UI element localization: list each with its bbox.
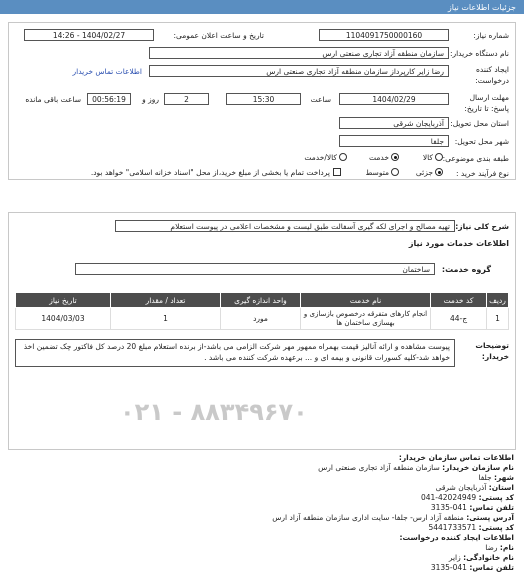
process-option-minor[interactable]: جزئی bbox=[416, 168, 445, 177]
creator-field: رضا زایر کارپرداز سازمان منطقه آزاد تجاری صنعتی ارس bbox=[149, 65, 449, 77]
need-number-row bbox=[15, 29, 509, 42]
cell-code: ج-44 bbox=[431, 308, 487, 330]
radio-selected-icon bbox=[391, 153, 399, 161]
summary-field: تهیه مصالح و اجرای لکه گیری آسفالت طبق لیست و مشخصات اعلامی در پیوست استعلام bbox=[115, 220, 455, 232]
creator-name-line: نام: رضا bbox=[485, 543, 514, 552]
process-label: نوع فرآیند خرید : bbox=[455, 169, 509, 178]
buyer-field: سازمان منطقه آزاد تجاری صنعتی ارس bbox=[149, 47, 449, 59]
services-section-title: اطلاعات خدمات مورد نیاز bbox=[408, 239, 509, 248]
radio-icon bbox=[391, 168, 399, 176]
cell-date: 1404/03/03 bbox=[16, 308, 111, 330]
buyer-label: نام دستگاه خریدار: bbox=[449, 49, 509, 58]
city-label: شهر محل تحویل: bbox=[454, 137, 509, 146]
creator-phone-line: تلفن تماس: 041-3135 bbox=[430, 563, 514, 572]
service-group-field: ساختمان bbox=[75, 263, 435, 275]
city-row bbox=[15, 135, 509, 148]
announce-label: تاریخ و ساعت اعلان عمومی: bbox=[173, 31, 264, 40]
cell-index: 1 bbox=[487, 308, 509, 330]
col-header-index: ردیف bbox=[487, 293, 509, 308]
cell-name: انجام کارهای متفرقه درخصوص بازسازی و بهسازی ساختمان ها bbox=[301, 308, 431, 330]
buyer-city-line: شهر: جلفا bbox=[478, 473, 514, 482]
services-table bbox=[15, 292, 509, 330]
buyer-row bbox=[15, 47, 509, 60]
need-number-label: شماره نیاز: bbox=[473, 31, 509, 40]
col-header-name: نام خدمت bbox=[301, 293, 431, 308]
need-number-field: 1104091750000160 bbox=[319, 29, 449, 41]
creator-info-title: اطلاعات ایجاد کننده درخواست: bbox=[399, 533, 514, 542]
category-option-service[interactable]: خدمت bbox=[369, 153, 401, 162]
buyer-address-line: آدرس پستی: منطقه آزاد ارس- جلفا- سایت اداری سازمان منطقه آزاد ارس bbox=[272, 513, 514, 522]
category-option-goods-service[interactable]: کالا/خدمت bbox=[304, 153, 349, 162]
service-group-label: گروه خدمت: bbox=[441, 265, 491, 274]
buyer-notes-field: پیوست مشاهده و ارائه آنالیز قیمت بهمراه ممهور مهر شرکت الزامی می باشد-از برنده استعلام مبلغ 20 درصد کل فاکتور چک تضمین اخذ خواهد شد-کلیه کسورات قانونی و بیمه ای و ... برعهده شرکت کننده می باشد . bbox=[15, 339, 455, 367]
services-table-wrap bbox=[15, 292, 509, 330]
checkbox-icon bbox=[333, 168, 341, 176]
buyer-postal-code-line: کد پستی: 5441733571 bbox=[428, 523, 514, 532]
province-field: آذربایجان شرقی bbox=[339, 117, 449, 129]
buyer-postal-line: کد پستی: 42024949-041 bbox=[420, 493, 514, 502]
city-field: جلفا bbox=[339, 135, 449, 147]
remaining-label: ساعت باقی مانده bbox=[25, 95, 81, 104]
creator-label: ایجاد کننده درخواست: bbox=[475, 65, 509, 85]
deadline-time-field: 15:30 bbox=[226, 93, 301, 105]
announce-field: 1404/02/27 - 14:26 bbox=[24, 29, 154, 41]
col-header-qty: تعداد / مقدار bbox=[111, 293, 221, 308]
creator-row bbox=[15, 63, 509, 85]
category-label: طبقه بندی موضوعی: bbox=[442, 154, 509, 163]
deadline-date-field: 1404/02/29 bbox=[339, 93, 449, 105]
hour-label: ساعت bbox=[310, 95, 331, 104]
category-row bbox=[15, 152, 509, 165]
radio-icon bbox=[339, 153, 347, 161]
buyer-phone-line: تلفن تماس: 041-3135 bbox=[430, 503, 514, 512]
radio-icon bbox=[435, 153, 443, 161]
table-header-row bbox=[16, 293, 509, 308]
details-panel bbox=[8, 22, 516, 180]
province-label: استان محل تحویل: bbox=[450, 119, 509, 128]
days-label: روز و bbox=[142, 95, 159, 104]
radio-selected-icon bbox=[435, 168, 443, 176]
buyer-notes-label: توضیحات خریدار: bbox=[475, 341, 509, 361]
phone-watermark: ۰۲۱ - ۸۸۳۴۹۶۷۰ bbox=[120, 398, 308, 426]
cell-unit: مورد bbox=[221, 308, 301, 330]
remaining-time-field: 00:56:19 bbox=[87, 93, 131, 105]
category-option-goods[interactable]: کالا bbox=[423, 153, 445, 162]
creator-family-line: نام خانوادگی: زایر bbox=[448, 553, 514, 562]
page-title: جزئیات اطلاعات نیاز bbox=[0, 0, 524, 14]
buyer-contact-link[interactable]: اطلاعات تماس خریدار bbox=[72, 67, 142, 76]
deadline-label: مهلت ارسال پاسخ: تا تاریخ: bbox=[464, 93, 509, 113]
buyer-org-line: نام سازمان خریدار: سازمان منطقه آزاد تجاری صنعتی ارس bbox=[318, 463, 514, 472]
summary-label: شرح کلی نیاز: bbox=[455, 222, 509, 231]
table-row[interactable] bbox=[16, 308, 509, 330]
col-header-date: تاریخ نیاز bbox=[16, 293, 111, 308]
buyer-province-line: استان: آذربایجان شرقی bbox=[435, 483, 514, 492]
process-option-medium[interactable]: متوسط bbox=[365, 168, 401, 177]
days-field: 2 bbox=[164, 93, 209, 105]
deadline-row bbox=[15, 91, 509, 113]
buyer-contact-title: اطلاعات تماس سازمان خریدار: bbox=[398, 453, 514, 462]
col-header-unit: واحد اندازه گیری bbox=[221, 293, 301, 308]
col-header-code: کد خدمت bbox=[431, 293, 487, 308]
treasury-checkbox-row[interactable]: پرداخت تمام یا بخشی از مبلغ خرید،از محل "اسناد خزانه اسلامی" خواهد بود. bbox=[91, 168, 341, 177]
cell-qty: 1 bbox=[111, 308, 221, 330]
process-row bbox=[15, 167, 509, 180]
province-row bbox=[15, 117, 509, 130]
